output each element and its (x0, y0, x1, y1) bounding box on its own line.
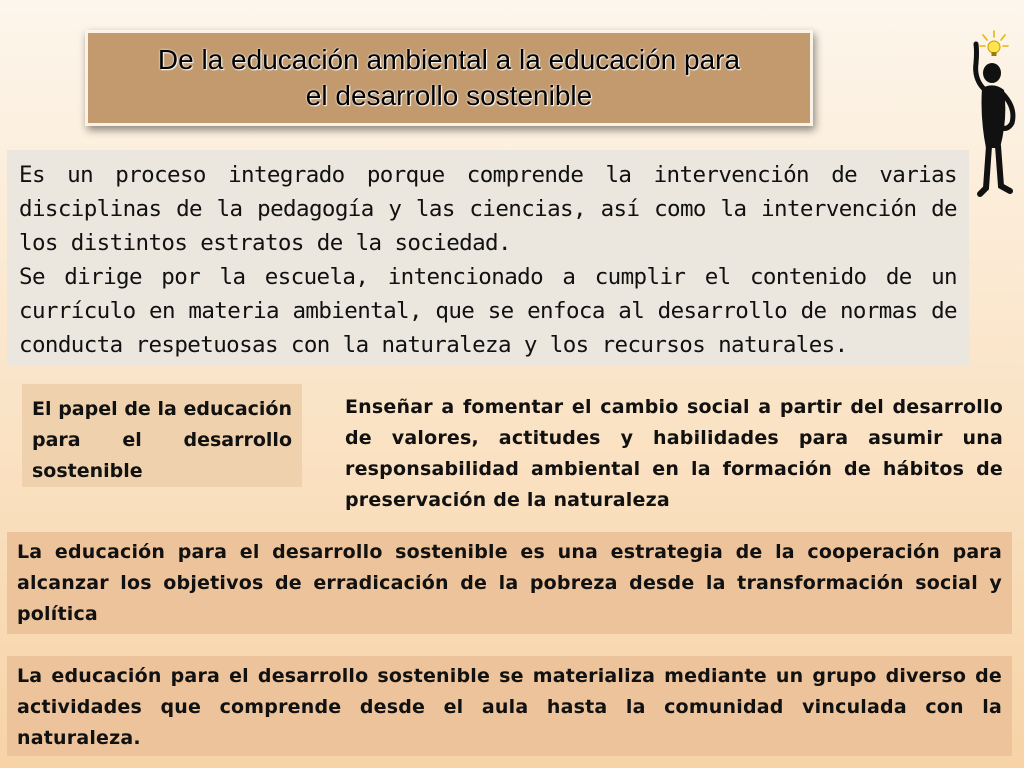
intro-text-box (7, 150, 969, 366)
slide-title-line-2: el desarrollo sostenible (305, 80, 593, 111)
role-description: Enseñar a fomentar el cambio social a partir del desarrollo de valores, actitudes y habilidades para asumir una responsabilidad ambiental en la formación de hábitos de preservación de la naturaleza (345, 396, 1003, 511)
activities-box: La educación para el desarrollo sostenible se materializa mediante un grupo diverso de actividades que comprende desde el aula hasta la comunidad vinculada con la naturaleza. (7, 656, 1012, 756)
cooperation-strategy-box: La educación para el desarrollo sostenible es una estrategia de la cooperación para alcanzar los objetivos de erradicación de la pobreza desde la transformación social y política (7, 532, 1012, 634)
role-label-box: El papel de la educación para el desarrollo sostenible (22, 384, 302, 487)
slide-title-line-1: De la educación ambiental a la educación para (157, 44, 741, 75)
slide-title-box (85, 30, 813, 126)
intro-paragraph-1: Es un proceso integrado porque comprende la intervención de varias disciplinas de la pedagogía y las ciencias, así como la intervención de los distintos estratos de la sociedad. (19, 162, 957, 256)
slide-title (158, 42, 740, 114)
intro-paragraph-2: Se dirige por la escuela, intencionado a cumplir el contenido de un currículo en materia ambiental, que se enfoca al desarrollo de normas de conducta respetuosas con la naturaleza y los recursos naturales. (19, 264, 957, 358)
